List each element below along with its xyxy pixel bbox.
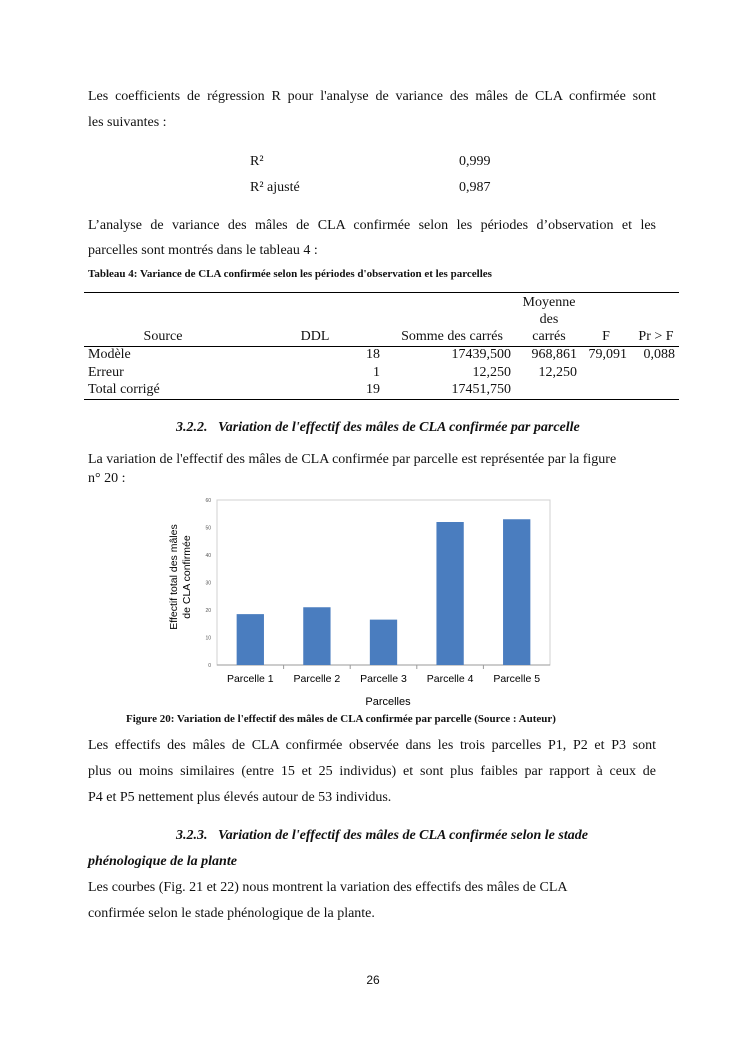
section-heading-3-2-3-cont: phénologique de la plante (88, 854, 237, 869)
row1-moyenne: 968,861 (531, 347, 577, 362)
stat-label-r2-adjusted: R² ajusté (250, 180, 300, 195)
para3-line-1: Les effectifs des mâles de CLA confirmée observée dans les trois parcelles P1, P2 et P3 sont (88, 738, 656, 753)
stat-value-r2-adjusted: 0,987 (459, 180, 491, 195)
header-ddl: DDL (300, 329, 330, 344)
y-axis-title (168, 524, 193, 629)
bar-parcelle-4 (436, 522, 463, 665)
row2-source: Erreur (88, 365, 124, 380)
section-heading-3-2-3: 3.2.3. Variation de l'effectif des mâles de CLA confirmée selon le stade (176, 828, 588, 843)
row3-source: Total corrigé (88, 382, 160, 397)
section1-line-2: n° 20 : (88, 471, 126, 486)
row1-ddl: 18 (366, 347, 380, 362)
section-heading-3-2-2: 3.2.2. Variation de l'effectif des mâles de CLA confirmée par parcelle (176, 420, 580, 435)
row1-pr: 0,088 (643, 347, 675, 362)
stat-label-r2: R² (250, 154, 264, 169)
y-axis-title-line-1: Effectif total des mâles (168, 524, 180, 630)
y-tick-label: 20 (205, 608, 211, 614)
x-tick-label: Parcelle 2 (293, 673, 341, 685)
row3-somme: 17451,750 (451, 382, 511, 397)
figure-caption: Figure 20: Variation de l'effectif des mâles de CLA confirmée par parcelle (Source : Auteur) (126, 713, 556, 725)
x-tick-label: Parcelle 1 (226, 673, 274, 685)
y-tick-label: 50 (205, 525, 211, 532)
header-moyenne-1: Moyenne (522, 295, 576, 310)
row2-somme: 12,250 (472, 365, 511, 380)
table-bottom-rule (84, 399, 679, 400)
y-axis-title-line-2: de CLA confirmée (181, 535, 193, 619)
y-tick-label: 30 (205, 580, 211, 587)
section2-line-2: confirmée selon le stade phénologique de la plante. (88, 906, 375, 921)
intro-line-2: les suivantes : (88, 115, 167, 130)
header-pr: Pr > F (638, 329, 674, 344)
page-number: 26 (366, 973, 380, 987)
x-axis-title: Parcelles (365, 696, 411, 708)
stat-value-r2: 0,999 (459, 154, 491, 169)
para2-line-2: parcelles sont montrés dans le tableau 4 : (88, 243, 318, 258)
row2-moyenne: 12,250 (538, 365, 577, 380)
x-tick-label: Parcelle 4 (426, 673, 474, 685)
header-moyenne-3: carrés (532, 329, 566, 344)
row2-ddl: 1 (373, 365, 380, 380)
bar-parcelle-1 (237, 614, 264, 665)
section1-line-1: La variation de l'effectif des mâles de CLA confirmée par parcelle est représentée par la figure (88, 452, 617, 467)
y-tick-label: 0 (208, 663, 211, 669)
header-moyenne-2: des (539, 312, 559, 327)
row3-ddl: 19 (366, 382, 380, 397)
bar-parcelle-2 (303, 607, 330, 665)
table-caption: Tableau 4: Variance de CLA confirmée selon les périodes d'observation et les parcelles (88, 268, 492, 280)
table-top-rule (84, 292, 679, 293)
row1-source: Modèle (88, 347, 131, 362)
y-tick-label: 10 (205, 635, 211, 642)
intro-line-1: Les coefficients de régression R pour l'analyse de variance des mâles de CLA confirmée sont (88, 89, 656, 104)
para3-line-3: P4 et P5 nettement plus élevés autour de 53 individus. (88, 790, 392, 805)
para2-line-1: L’analyse de variance des mâles de CLA confirmée selon les périodes d’observation et les (88, 218, 656, 233)
row1-somme: 17439,500 (451, 347, 511, 362)
bar-parcelle-3 (370, 620, 397, 665)
header-source: Source (143, 329, 183, 344)
header-f: F (602, 329, 610, 344)
header-somme: Somme des carrés (401, 329, 503, 344)
x-tick-label: Parcelle 5 (493, 673, 541, 685)
bar-chart (160, 495, 570, 710)
bar-parcelle-5 (503, 519, 530, 665)
x-tick-label: Parcelle 3 (360, 673, 407, 685)
row1-f: 79,091 (588, 347, 627, 362)
y-tick-label: 40 (205, 553, 211, 559)
y-tick-label: 60 (205, 498, 211, 504)
para3-line-2: plus ou moins similaires (entre 15 et 25 individus) et sont plus faibles par rapport à ceux de (88, 764, 656, 779)
section2-line-1: Les courbes (Fig. 21 et 22) nous montrent la variation des effectifs des mâles de CLA (88, 880, 568, 895)
